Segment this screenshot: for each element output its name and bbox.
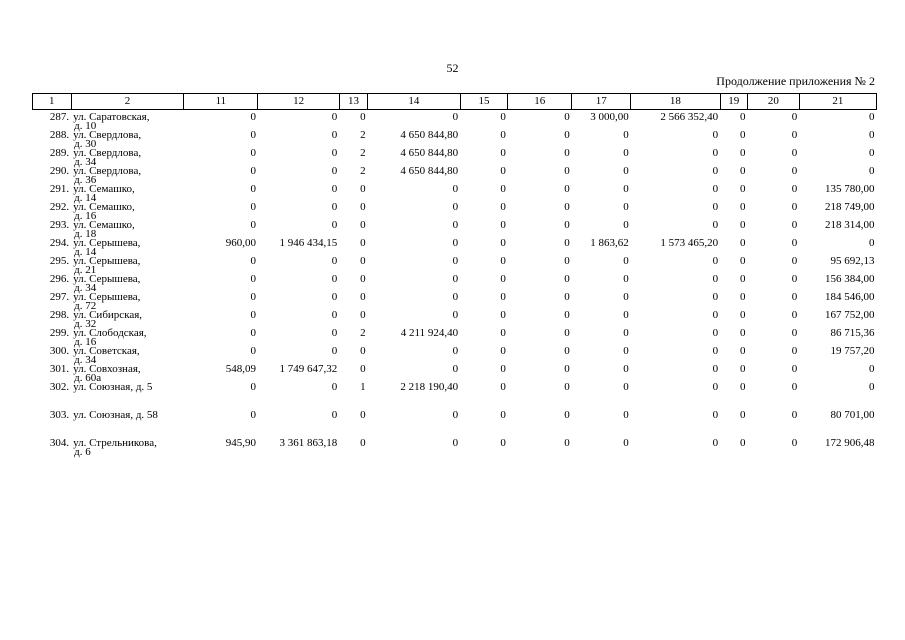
value-cell-21: 172 906,48: [825, 437, 875, 449]
value-cell-13: 2: [360, 327, 366, 339]
value-cell-13: 0: [360, 273, 366, 285]
value-cell-11: 0: [250, 129, 256, 141]
value-cell-18: 0: [712, 437, 719, 449]
address-line: д. 30: [74, 138, 97, 150]
address-line: ул. Слободская,: [73, 327, 147, 339]
address-line: д. 34: [74, 354, 97, 366]
value-cell-12: 0: [331, 147, 338, 159]
value-cell-17: 0: [623, 273, 629, 285]
value-cell-13: 0: [360, 363, 366, 375]
appendix-continuation-note: Продолжение приложения № 2: [716, 74, 875, 88]
value-cell-11: 0: [250, 345, 256, 357]
table-body: [33, 110, 877, 458]
row-number: 288.: [49, 129, 70, 141]
value-cell-21: 0: [869, 381, 875, 393]
address-line: ул. Свердлова,: [73, 165, 142, 177]
value-cell-18: 0: [712, 219, 719, 231]
value-cell-11: 0: [250, 147, 256, 159]
value-cell-19: 0: [740, 111, 746, 123]
value-cell-18: 0: [712, 129, 719, 141]
value-cell-12: 0: [331, 219, 338, 231]
value-cell-14: 4 650 844,80: [400, 129, 459, 141]
value-cell-18: 0: [712, 201, 719, 213]
value-cell-16: 0: [564, 147, 570, 159]
address-line: д. 14: [74, 192, 97, 204]
value-cell-11: 0: [250, 309, 256, 321]
value-cell-16: 0: [564, 183, 570, 195]
value-cell-17: 0: [623, 409, 629, 421]
table-row: [33, 411, 877, 439]
value-cell-21: 218 749,00: [825, 201, 875, 213]
value-cell-19: 0: [740, 381, 746, 393]
value-cell-11: 960,00: [225, 237, 256, 249]
value-cell-14: 0: [452, 237, 459, 249]
value-cell-14: 0: [452, 409, 459, 421]
value-cell-20: 0: [791, 219, 798, 231]
value-cell-13: 0: [360, 437, 366, 449]
value-cell-15: 0: [500, 219, 506, 231]
value-cell-20: 0: [791, 147, 798, 159]
column-header: 20: [748, 94, 800, 110]
row-number: 297.: [49, 291, 70, 303]
value-cell-16: 0: [564, 129, 570, 141]
value-cell-11: 0: [250, 381, 256, 393]
value-cell-18: 0: [712, 309, 719, 321]
value-cell-12: 1 946 434,15: [279, 237, 338, 249]
value-cell-17: 0: [623, 291, 629, 303]
table-row: [33, 110, 877, 132]
row-number: 296.: [49, 273, 70, 285]
value-cell-19: 0: [740, 201, 746, 213]
value-cell-18: 2 566 352,40: [660, 111, 719, 123]
value-cell-17: 0: [623, 129, 629, 141]
column-header: 21: [799, 94, 876, 110]
value-cell-18: 0: [712, 147, 719, 159]
address-line: д. 6: [74, 446, 91, 458]
value-cell-21: 0: [869, 363, 875, 375]
value-cell-16: 0: [564, 381, 570, 393]
column-header: 12: [258, 94, 339, 110]
value-cell-13: 1: [360, 381, 366, 393]
value-cell-15: 0: [500, 201, 506, 213]
value-cell-12: 0: [331, 111, 338, 123]
value-cell-15: 0: [500, 409, 506, 421]
address-line: ул. Семашко,: [73, 201, 135, 213]
row-number: 293.: [49, 219, 70, 231]
column-header: 19: [720, 94, 747, 110]
column-header: 13: [339, 94, 367, 110]
value-cell-13: 0: [360, 111, 366, 123]
value-cell-13: 0: [360, 409, 366, 421]
value-cell-20: 0: [791, 129, 798, 141]
value-cell-19: 0: [740, 255, 746, 267]
address-line: ул. Сибирская,: [73, 309, 143, 321]
address-line: ул. Союзная, д. 5: [73, 381, 153, 393]
value-cell-14: 0: [452, 183, 459, 195]
value-cell-11: 0: [250, 409, 256, 421]
value-cell-11: 0: [250, 219, 256, 231]
value-cell-15: 0: [500, 345, 506, 357]
value-cell-15: 0: [500, 255, 506, 267]
value-cell-20: 0: [791, 363, 798, 375]
value-cell-21: 218 314,00: [825, 219, 875, 231]
value-cell-14: 2 218 190,40: [400, 381, 459, 393]
value-cell-16: 0: [564, 273, 570, 285]
value-cell-16: 0: [564, 345, 570, 357]
address-line: д. 18: [74, 228, 97, 240]
value-cell-14: 0: [452, 255, 459, 267]
value-cell-18: 0: [712, 165, 719, 177]
value-cell-19: 0: [740, 273, 746, 285]
value-cell-18: 0: [712, 183, 719, 195]
value-cell-16: 0: [564, 237, 570, 249]
value-cell-11: 0: [250, 111, 256, 123]
value-cell-21: 135 780,00: [825, 183, 875, 195]
value-cell-19: 0: [740, 437, 746, 449]
value-cell-20: 0: [791, 345, 798, 357]
table-row: [33, 383, 877, 411]
value-cell-18: 0: [712, 327, 719, 339]
row-number: 301.: [49, 363, 70, 375]
address-line: д. 34: [74, 282, 97, 294]
row-number: 298.: [49, 309, 70, 321]
row-number: 290.: [49, 165, 70, 177]
value-cell-20: 0: [791, 111, 798, 123]
value-cell-19: 0: [740, 147, 746, 159]
value-cell-16: 0: [564, 111, 570, 123]
column-header: 1: [33, 94, 72, 110]
value-cell-12: 0: [331, 129, 338, 141]
value-cell-21: 0: [869, 129, 875, 141]
value-cell-20: 0: [791, 291, 798, 303]
value-cell-15: 0: [500, 291, 506, 303]
value-cell-19: 0: [740, 237, 746, 249]
value-cell-16: 0: [564, 309, 570, 321]
value-cell-20: 0: [791, 309, 798, 321]
value-cell-12: 0: [331, 273, 338, 285]
address-cell: [71, 110, 184, 132]
value-cell-19: 0: [740, 345, 746, 357]
value-cell-12: 0: [331, 381, 338, 393]
value-cell-15: 0: [500, 237, 506, 249]
value-cell-20: 0: [791, 201, 798, 213]
value-cell-21: 95 692,13: [830, 255, 875, 267]
value-cell-19: 0: [740, 363, 746, 375]
address-line: д. 16: [74, 210, 97, 222]
value-cell-16: 0: [564, 219, 570, 231]
page-number: 52: [446, 61, 459, 75]
value-cell-16: 0: [564, 363, 570, 375]
value-cell-20: 0: [791, 437, 798, 449]
value-cell-15: 0: [500, 273, 506, 285]
value-cell-20: 0: [791, 273, 798, 285]
value-cell-14: 0: [452, 437, 459, 449]
value-cell-21: 0: [869, 165, 875, 177]
address-line: д. 16: [74, 336, 97, 348]
row-number: 299.: [49, 327, 70, 339]
value-cell-13: 0: [360, 201, 366, 213]
value-cell-16: 0: [564, 327, 570, 339]
value-cell-11: 548,09: [225, 363, 256, 375]
value-cell-14: 0: [452, 273, 459, 285]
value-cell-16: 0: [564, 437, 570, 449]
address-line: д. 34: [74, 156, 97, 168]
row-number: 304.: [49, 437, 70, 449]
address-line: ул. Саратовская,: [73, 111, 150, 123]
address-line: ул. Серышева,: [73, 237, 141, 249]
value-cell-21: 0: [869, 147, 875, 159]
address-line: ул. Свердлова,: [73, 129, 142, 141]
value-cell-21: 19 757,20: [830, 345, 875, 357]
address-line: ул. Совхозная,: [73, 363, 141, 375]
column-header: 15: [460, 94, 508, 110]
value-cell-13: 2: [360, 165, 366, 177]
row-number: 300.: [49, 345, 70, 357]
value-cell-14: 0: [452, 111, 459, 123]
value-cell-11: 0: [250, 327, 256, 339]
value-cell-11: 945,90: [225, 437, 256, 449]
address-line: д. 14: [74, 246, 97, 258]
value-cell-11: 0: [250, 255, 256, 267]
value-cell-12: 0: [331, 409, 338, 421]
value-cell-15: 0: [500, 129, 506, 141]
row-number: 289.: [49, 147, 70, 159]
address-line: ул. Союзная, д. 58: [73, 409, 158, 421]
value-cell-19: 0: [740, 183, 746, 195]
value-cell-15: 0: [500, 363, 506, 375]
row-number: 294.: [49, 237, 70, 249]
value-cell-15: 0: [500, 437, 506, 449]
row-number: 303.: [49, 409, 70, 421]
table-row: [33, 439, 877, 457]
value-cell-19: 0: [740, 219, 746, 231]
value-cell-18: 0: [712, 409, 719, 421]
address-line: ул. Серышева,: [73, 273, 141, 285]
value-cell-11: 0: [250, 165, 256, 177]
value-cell-16: 0: [564, 201, 570, 213]
value-cell-19: 0: [740, 165, 746, 177]
value-cell-18: 1 573 465,20: [660, 237, 719, 249]
value-cell-14: 0: [452, 309, 459, 321]
value-cell-17: 0: [623, 327, 629, 339]
row-number: 292.: [49, 201, 70, 213]
column-header: 2: [71, 94, 184, 110]
address-line: д. 21: [74, 264, 97, 276]
value-cell-12: 0: [331, 165, 338, 177]
value-cell-20: 0: [791, 237, 798, 249]
column-number-header-row: [33, 94, 877, 110]
value-cell-15: 0: [500, 165, 506, 177]
value-cell-12: 0: [331, 183, 338, 195]
address-line: д. 60а: [74, 372, 102, 384]
value-cell-14: 0: [452, 363, 459, 375]
value-cell-19: 0: [740, 291, 746, 303]
value-cell-12: 0: [331, 327, 338, 339]
value-cell-16: 0: [564, 165, 570, 177]
address-cell: [71, 383, 184, 411]
value-cell-12: 0: [331, 309, 338, 321]
column-header: 18: [631, 94, 720, 110]
value-cell-13: 0: [360, 219, 366, 231]
value-cell-11: 0: [250, 201, 256, 213]
value-cell-15: 0: [500, 309, 506, 321]
value-cell-20: 0: [791, 255, 798, 267]
value-cell-11: 0: [250, 273, 256, 285]
value-cell-19: 0: [740, 409, 746, 421]
value-cell-19: 0: [740, 309, 746, 321]
value-cell-14: 0: [452, 201, 459, 213]
address-line: ул. Серышева,: [73, 255, 141, 267]
value-cell-21: 167 752,00: [825, 309, 875, 321]
value-cell-21: 184 546,00: [825, 291, 875, 303]
value-cell-20: 0: [791, 165, 798, 177]
value-cell-17: 0: [623, 201, 629, 213]
value-cell-15: 0: [500, 183, 506, 195]
value-cell-19: 0: [740, 327, 746, 339]
address-line: д. 36: [74, 174, 97, 186]
value-cell-18: 0: [712, 345, 719, 357]
value-cell-13: 0: [360, 255, 366, 267]
value-cell-17: 0: [623, 363, 629, 375]
value-cell-14: 4 211 924,40: [400, 327, 459, 339]
data-table: [32, 93, 877, 457]
value-cell-14: 4 650 844,80: [400, 165, 459, 177]
value-cell-14: 0: [452, 219, 459, 231]
address-cell: [71, 411, 184, 439]
value-cell-12: 0: [331, 345, 338, 357]
value-cell-21: 86 715,36: [830, 327, 875, 339]
value-cell-20: 0: [791, 183, 798, 195]
value-cell-16: 0: [564, 409, 570, 421]
value-cell-20: 0: [791, 381, 798, 393]
value-cell-15: 0: [500, 147, 506, 159]
address-line: ул. Советская,: [73, 345, 140, 357]
value-cell-17: 0: [623, 255, 629, 267]
address-cell: [71, 439, 184, 457]
value-cell-17: 0: [623, 147, 629, 159]
value-cell-13: 2: [360, 147, 366, 159]
value-cell-17: 3 000,00: [590, 111, 629, 123]
value-cell-17: 0: [623, 437, 629, 449]
value-cell-17: 0: [623, 309, 629, 321]
value-cell-16: 0: [564, 291, 570, 303]
value-cell-20: 0: [791, 409, 798, 421]
column-header: 17: [572, 94, 631, 110]
address-line: ул. Семашко,: [73, 183, 135, 195]
value-cell-13: 0: [360, 183, 366, 195]
value-cell-13: 0: [360, 345, 366, 357]
value-cell-20: 0: [791, 327, 798, 339]
value-cell-15: 0: [500, 381, 506, 393]
value-cell-14: 0: [452, 291, 459, 303]
row-number: 295.: [49, 255, 70, 267]
value-cell-14: 4 650 844,80: [400, 147, 459, 159]
value-cell-13: 0: [360, 237, 366, 249]
value-cell-17: 0: [623, 219, 629, 231]
address-line: ул. Стрельникова,: [73, 437, 157, 449]
value-cell-21: 156 384,00: [825, 273, 875, 285]
value-cell-18: 0: [712, 363, 719, 375]
value-cell-17: 0: [623, 183, 629, 195]
value-cell-13: 0: [360, 309, 366, 321]
value-cell-12: 3 361 863,18: [279, 437, 338, 449]
address-line: ул. Серышева,: [73, 291, 141, 303]
row-number: 287.: [49, 111, 70, 123]
column-header: 16: [508, 94, 572, 110]
address-line: д. 32: [74, 318, 97, 330]
value-cell-12: 1 749 647,32: [279, 363, 338, 375]
value-cell-13: 0: [360, 291, 366, 303]
value-cell-19: 0: [740, 129, 746, 141]
value-cell-18: 0: [712, 381, 719, 393]
value-cell-13: 2: [360, 129, 366, 141]
value-cell-17: 1 863,62: [590, 237, 629, 249]
address-line: д. 10: [74, 120, 97, 132]
value-cell-21: 0: [869, 237, 875, 249]
row-number: 302.: [49, 381, 70, 393]
value-cell-17: 0: [623, 165, 629, 177]
address-line: ул. Свердлова,: [73, 147, 142, 159]
value-cell-12: 0: [331, 201, 338, 213]
value-cell-16: 0: [564, 255, 570, 267]
column-header: 14: [368, 94, 460, 110]
value-cell-12: 0: [331, 255, 338, 267]
value-cell-18: 0: [712, 255, 719, 267]
row-number: 291.: [49, 183, 70, 195]
value-cell-17: 0: [623, 345, 629, 357]
value-cell-21: 80 701,00: [830, 409, 875, 421]
value-cell-18: 0: [712, 291, 719, 303]
value-cell-21: 0: [869, 111, 875, 123]
address-line: д. 72: [74, 300, 97, 312]
value-cell-14: 0: [452, 345, 459, 357]
address-line: ул. Семашко,: [73, 219, 135, 231]
value-cell-15: 0: [500, 111, 506, 123]
column-header: 11: [184, 94, 258, 110]
value-cell-12: 0: [331, 291, 338, 303]
value-cell-11: 0: [250, 183, 256, 195]
value-cell-17: 0: [623, 381, 629, 393]
value-cell-18: 0: [712, 273, 719, 285]
value-cell-15: 0: [500, 327, 506, 339]
value-cell-11: 0: [250, 291, 256, 303]
